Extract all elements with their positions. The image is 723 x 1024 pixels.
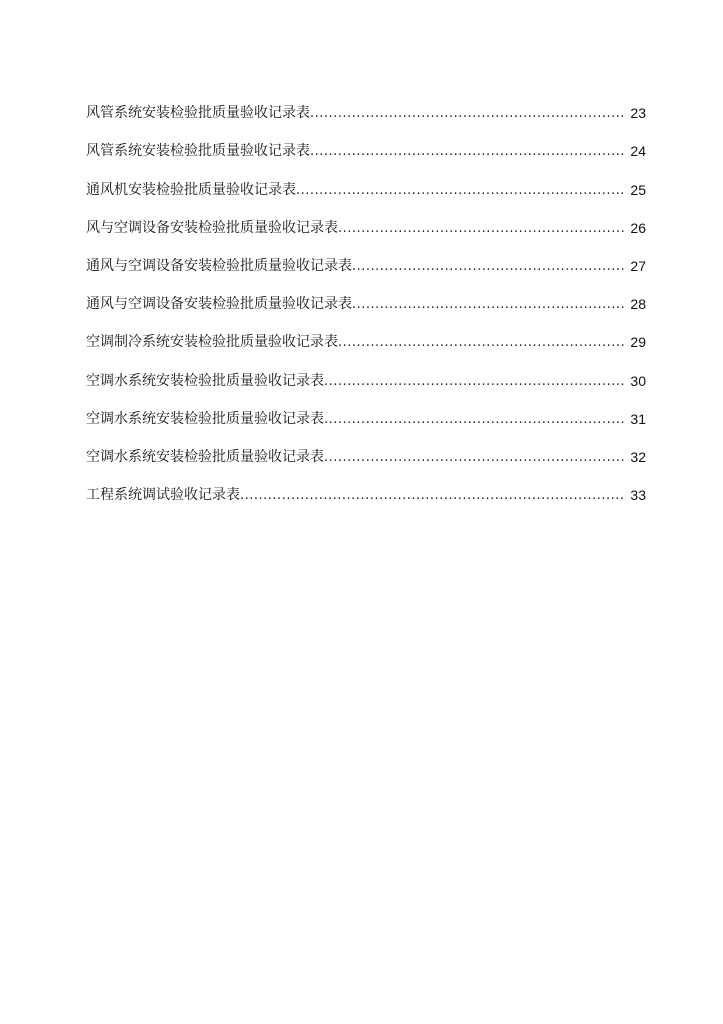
toc-entry-title: 空调制冷系统安装检验批质量验收记录表	[86, 334, 338, 351]
toc-entry[interactable]	[86, 439, 646, 477]
toc-dot-leader	[296, 184, 626, 198]
table-of-contents	[86, 95, 646, 515]
toc-entry-page: 25	[630, 181, 646, 198]
toc-entry[interactable]	[86, 401, 646, 439]
toc-entry-page: 31	[630, 410, 646, 427]
toc-entry[interactable]	[86, 286, 646, 324]
toc-entry-title: 工程系统调试验收记录表	[86, 487, 240, 504]
toc-dot-leader	[352, 298, 626, 312]
toc-dot-leader	[324, 451, 626, 465]
toc-entry[interactable]	[86, 362, 646, 400]
toc-dot-leader	[240, 489, 626, 503]
toc-entry[interactable]	[86, 133, 646, 171]
toc-entry-page: 27	[630, 257, 646, 274]
toc-dot-leader	[324, 413, 626, 427]
toc-dot-leader	[310, 107, 626, 121]
toc-entry-title: 空调水系统安装检验批质量验收记录表	[86, 372, 324, 389]
toc-entry-title: 风与空调设备安装检验批质量验收记录表	[86, 219, 338, 236]
toc-entry-title: 风管系统安装检验批质量验收记录表	[86, 143, 310, 160]
toc-entry-page: 24	[630, 143, 646, 160]
toc-entry-title: 风管系统安装检验批质量验收记录表	[86, 105, 310, 122]
toc-entry-page: 30	[630, 372, 646, 389]
toc-entry[interactable]	[86, 95, 646, 133]
toc-entry-page: 33	[630, 487, 646, 504]
toc-entry-title: 通风与空调设备安装检验批质量验收记录表	[86, 296, 352, 313]
toc-entry-title: 空调水系统安装检验批质量验收记录表	[86, 448, 324, 465]
toc-dot-leader	[324, 375, 626, 389]
toc-entry-title: 空调水系统安装检验批质量验收记录表	[86, 410, 324, 427]
toc-dot-leader	[338, 336, 626, 350]
toc-entry-page: 29	[630, 334, 646, 351]
toc-dot-leader	[352, 260, 626, 274]
toc-entry[interactable]	[86, 477, 646, 515]
toc-entry-title: 通风机安装检验批质量验收记录表	[86, 181, 296, 198]
toc-entry-page: 26	[630, 219, 646, 236]
toc-entry-page: 32	[630, 448, 646, 465]
toc-dot-leader	[338, 222, 626, 236]
toc-entry[interactable]	[86, 171, 646, 209]
toc-entry[interactable]	[86, 248, 646, 286]
toc-dot-leader	[310, 145, 626, 159]
toc-entry-title: 通风与空调设备安装检验批质量验收记录表	[86, 257, 352, 274]
toc-entry-page: 28	[630, 296, 646, 313]
toc-entry-page: 23	[630, 105, 646, 122]
toc-entry[interactable]	[86, 210, 646, 248]
toc-entry[interactable]	[86, 324, 646, 362]
